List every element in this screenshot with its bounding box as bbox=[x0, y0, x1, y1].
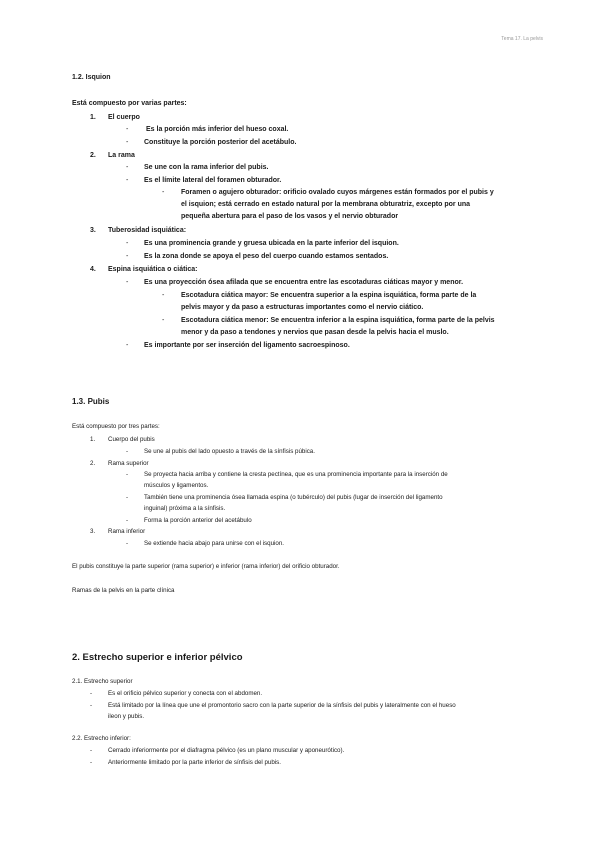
list-subitem: inguinal) próxima a la sínfisis. bbox=[144, 505, 226, 512]
dash-bullet: - bbox=[90, 702, 93, 709]
paragraph: Ramas de la pelvis en la parte clínica bbox=[72, 587, 175, 594]
list-subitem: Es la zona donde se apoya el peso del cuerpo cuando estamos sentados. bbox=[144, 253, 389, 260]
list-subsubitem: menor y da paso a tendones y nervios que pasan desde la pelvis hacia el muslo. bbox=[181, 329, 449, 336]
list-subitem: Anteriormente limitado por la parte inferior de sínfisis del pubis. bbox=[108, 759, 281, 766]
list-number: 3. bbox=[90, 227, 96, 234]
list-subsubitem: Escotadura ciática menor: Se encuentra inferior a la espina isquiática, forma parte de la pelvis bbox=[181, 317, 495, 324]
list-subitem: ileon y pubis. bbox=[108, 713, 145, 720]
section-title-pubis: 1.3. Pubis bbox=[72, 397, 110, 406]
dash-bullet: - bbox=[126, 126, 129, 133]
list-item-label: Rama superior bbox=[108, 460, 149, 467]
list-item-label: Cuerpo del pubis bbox=[108, 436, 155, 443]
isquion-intro: Está compuesto por varias partes: bbox=[72, 100, 187, 107]
dash-bullet: - bbox=[126, 540, 129, 547]
list-subitem: Se extiende hacia abajo para unirse con el isquion. bbox=[144, 540, 285, 547]
pubis-intro: Está compuesto por tres partes: bbox=[72, 423, 160, 430]
list-item-label: El cuerpo bbox=[108, 114, 140, 121]
list-subitem: Se proyecta hacia arriba y contiene la cresta pectínea, que es una prominencia importante para la inserción de bbox=[144, 471, 448, 478]
list-subitem: músculos y ligamentos. bbox=[144, 482, 209, 489]
dash-bullet: - bbox=[126, 342, 129, 349]
dash-bullet: - bbox=[126, 240, 129, 247]
dash-bullet: - bbox=[126, 279, 129, 286]
list-subitem: Está limitado por la línea que une el promontorio sacro con la parte superior de la sínfisis del pubis y lateralmente con el hueso bbox=[108, 702, 456, 709]
dash-bullet: - bbox=[90, 747, 93, 754]
list-subitem: Es importante por ser inserción del ligamento sacroespinoso. bbox=[144, 342, 350, 349]
section-title-isquion: 1.2. Isquion bbox=[72, 74, 111, 81]
list-item-label: La rama bbox=[108, 152, 135, 159]
dash-bullet: - bbox=[126, 177, 129, 184]
list-item-label: Rama inferior bbox=[108, 528, 146, 535]
dash-bullet: - bbox=[126, 139, 129, 146]
dash-bullet: - bbox=[126, 448, 129, 455]
list-subitem: Forma la porción anterior del acetábulo bbox=[144, 517, 252, 524]
list-subitem: Constituye la porción posterior del acetábulo. bbox=[144, 139, 297, 146]
dash-bullet: - bbox=[162, 189, 165, 196]
dash-bullet: - bbox=[90, 759, 93, 766]
list-subitem: Es una proyección ósea afilada que se encuentra entre las escotaduras ciáticas mayor y menor. bbox=[144, 279, 464, 286]
list-number: 2. bbox=[90, 152, 96, 159]
list-subitem: También tiene una prominencia ósea llamada espina (o tubérculo) del pubis (lugar de inserción del ligamento bbox=[144, 494, 443, 501]
list-subitem: Se une con la rama inferior del pubis. bbox=[144, 164, 269, 171]
list-subitem: Cerrado inferiormente por el diafragma pélvico (es un plano muscular y aponeurótico). bbox=[108, 747, 345, 754]
list-number: 2. bbox=[90, 460, 96, 467]
dash-bullet: - bbox=[162, 317, 165, 324]
list-number: 4. bbox=[90, 266, 96, 273]
dash-bullet: - bbox=[90, 690, 93, 697]
list-subsubitem: Foramen o agujero obturador: orificio ovalado cuyos márgenes están formados por el pubis y bbox=[181, 189, 494, 196]
list-subitem: Es una prominencia grande y gruesa ubicada en la parte inferior del isquion. bbox=[144, 240, 399, 247]
list-number: 3. bbox=[90, 528, 96, 535]
dash-bullet: - bbox=[126, 494, 129, 501]
subsection-title: 2.1. Estrecho superior bbox=[72, 678, 133, 685]
list-subitem: Se une al pubis del lado opuesto a través de la sínfisis púbica. bbox=[144, 448, 315, 455]
list-item-label: Espina isquiática o ciática: bbox=[108, 266, 198, 273]
dash-bullet: - bbox=[126, 164, 129, 171]
dash-bullet: - bbox=[126, 517, 129, 524]
list-subsubitem: Escotadura ciática mayor: Se encuentra superior a la espina isquiática, forma parte de la bbox=[181, 292, 477, 299]
section-title-estrecho: 2. Estrecho superior e inferior pélvico bbox=[72, 652, 243, 663]
dash-bullet: - bbox=[126, 253, 129, 260]
list-number: 1. bbox=[90, 436, 96, 443]
list-number: 1. bbox=[90, 114, 96, 121]
dash-bullet: - bbox=[126, 471, 129, 478]
list-subitem: Es el orificio pélvico superior y conecta con el abdomen. bbox=[108, 690, 263, 697]
dash-bullet: - bbox=[162, 292, 165, 299]
paragraph: El pubis constituye la parte superior (rama superior) e inferior (rama inferior) del orificio obturador. bbox=[72, 563, 340, 570]
list-subitem: Es la porción más inferior del hueso coxal. bbox=[146, 126, 289, 133]
list-item-label: Tuberosidad isquiática: bbox=[108, 227, 187, 234]
page-header: Tema 17. La pelvis bbox=[501, 36, 543, 42]
list-subsubitem: pelvis mayor y da paso a estructuras importantes como el nervio ciático. bbox=[181, 304, 424, 311]
list-subsubitem: pequeña abertura para el paso de los vasos y el nervio obturador bbox=[181, 213, 399, 220]
list-subsubitem: el isquion; está cerrado en estado natural por la membrana obturatriz, excepto por una bbox=[181, 201, 471, 208]
list-subitem: Es el límite lateral del foramen obturador. bbox=[144, 177, 282, 184]
subsection-title: 2.2. Estrecho inferior: bbox=[72, 735, 131, 742]
